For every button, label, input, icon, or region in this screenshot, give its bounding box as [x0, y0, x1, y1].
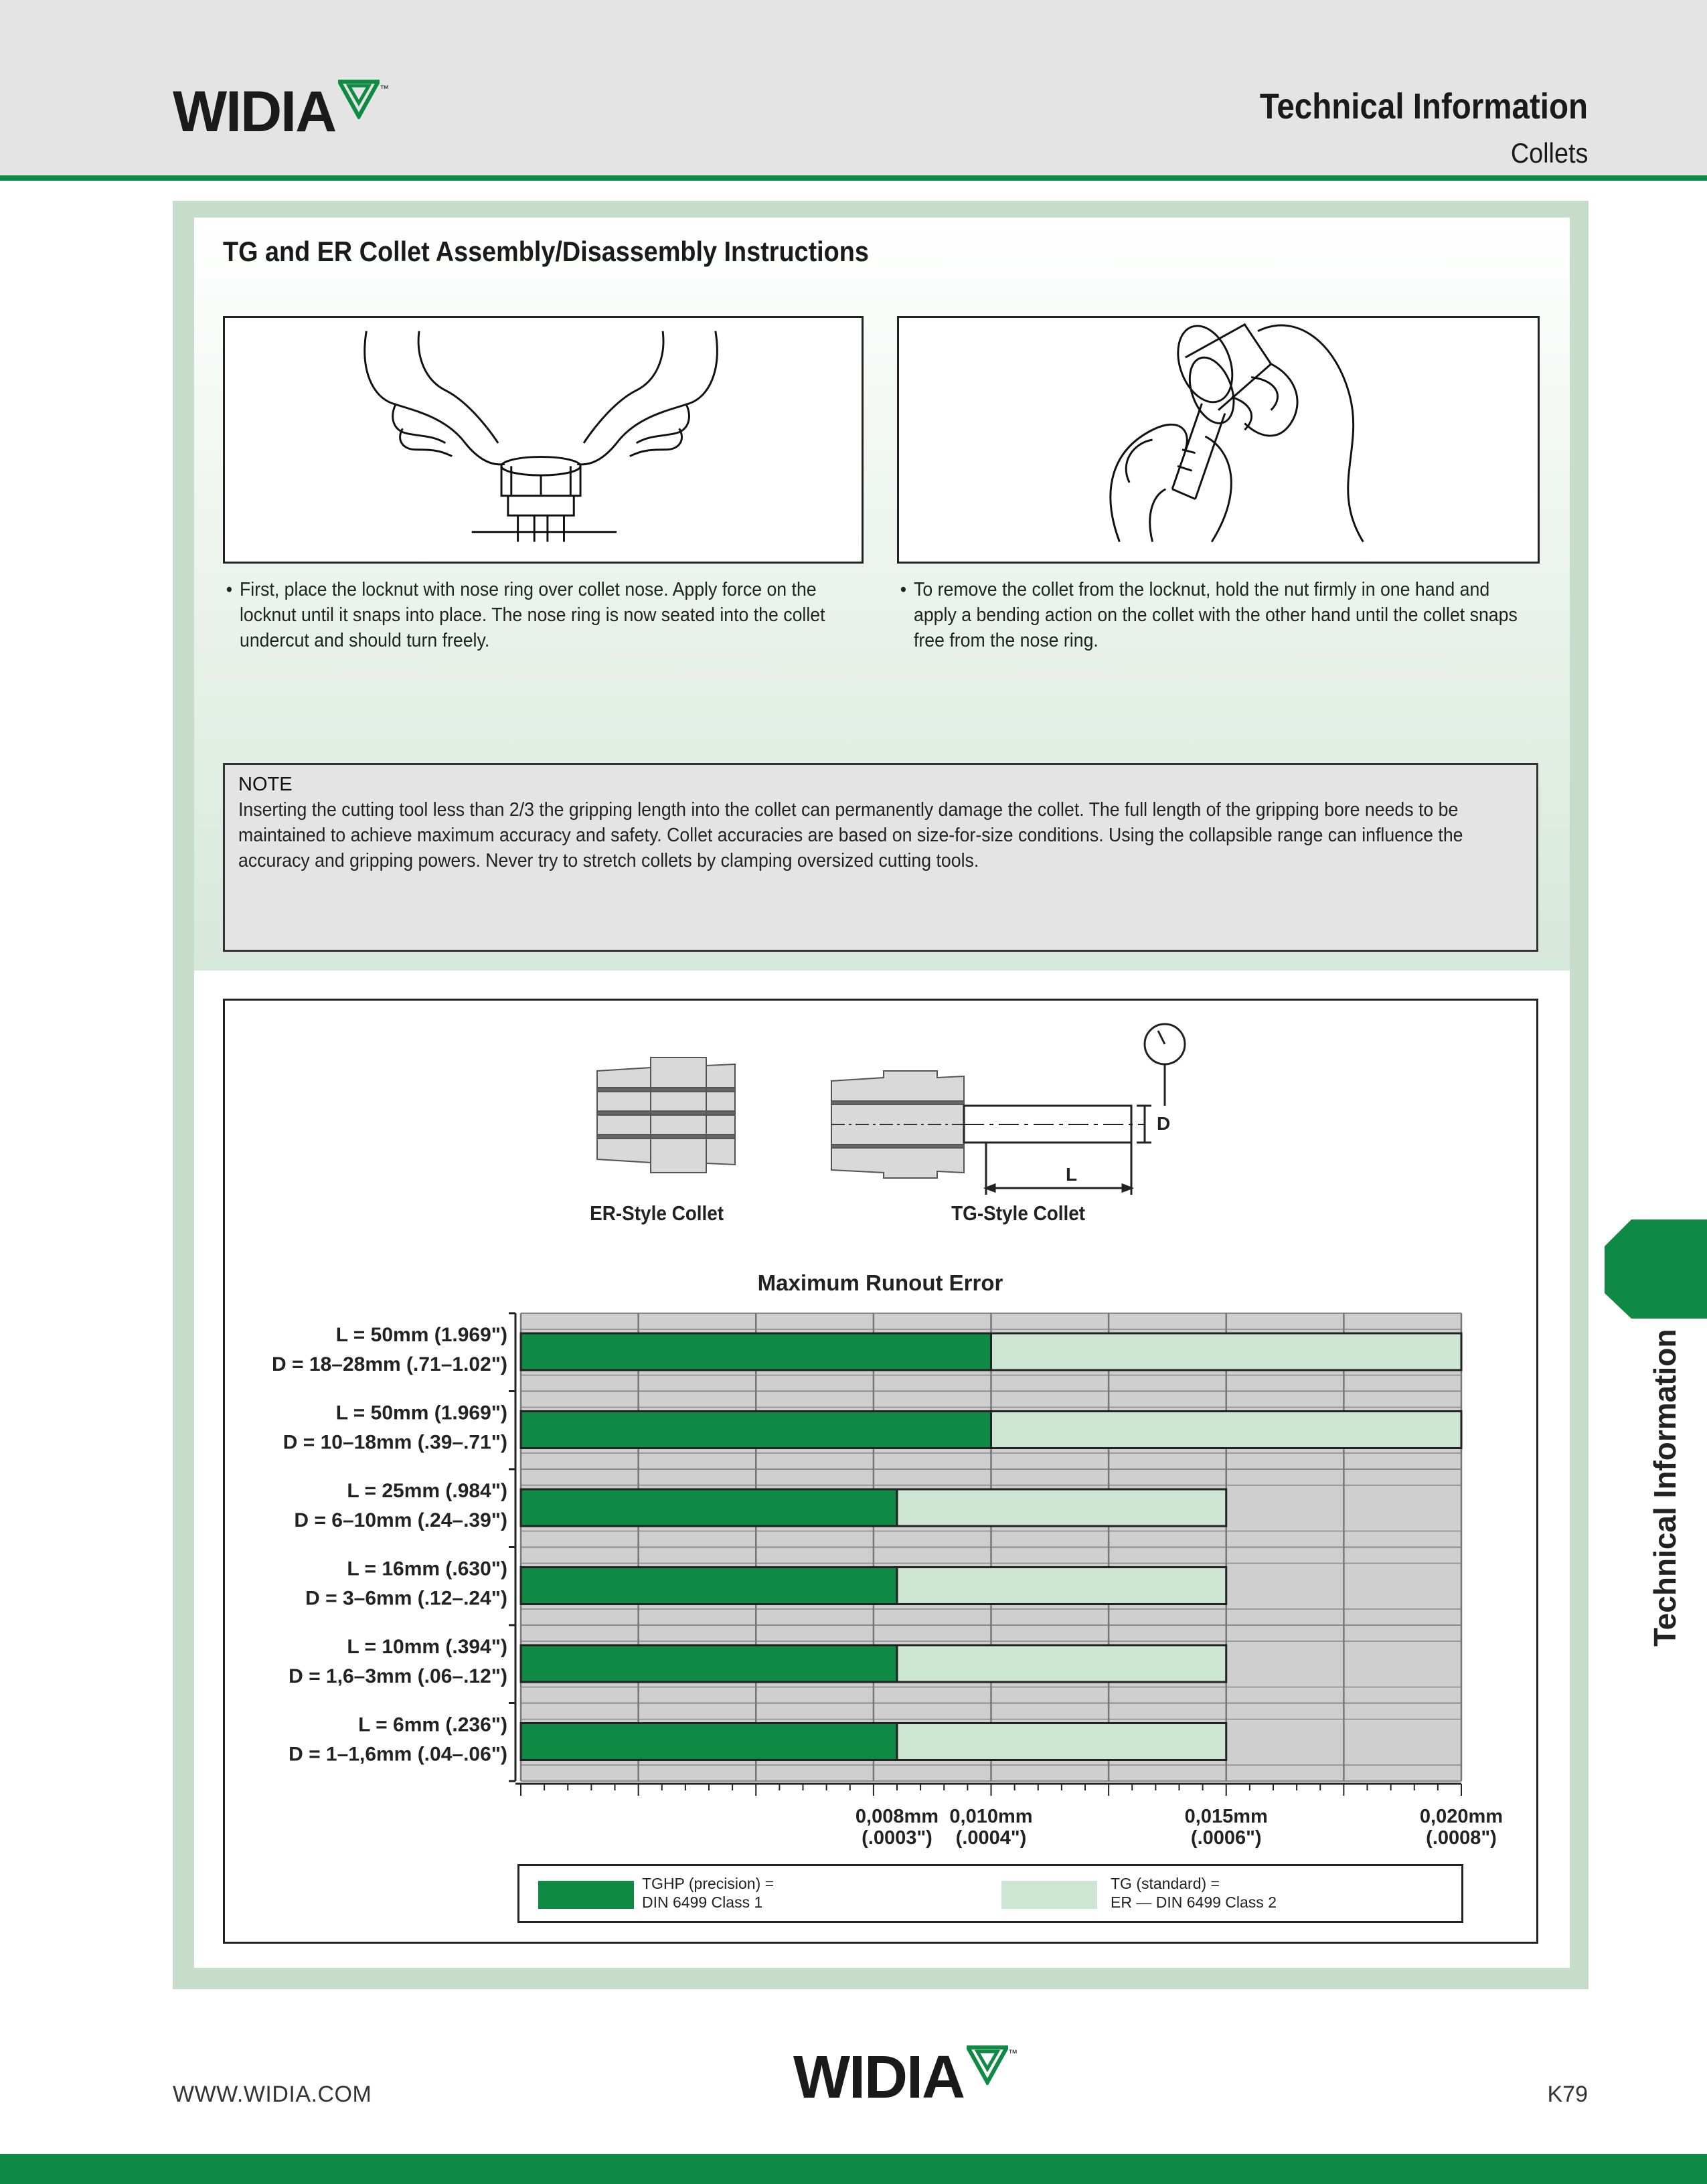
footer-logo-tm: ™	[1007, 2047, 1018, 2058]
category-label: L = 6mm (.236")	[358, 1713, 507, 1736]
side-tab-marker[interactable]	[1605, 1220, 1707, 1319]
category-label: D = 18–28mm (.71–1.02")	[272, 1353, 507, 1375]
x-tick-label: (.0006")	[1190, 1827, 1262, 1849]
bullet-dot: •	[226, 579, 233, 600]
dimension-d-label: D	[1157, 1113, 1171, 1134]
bar-standard	[897, 1489, 1226, 1526]
bar-precision	[521, 1489, 897, 1526]
bullet-dot: •	[900, 579, 907, 600]
chart-legend	[517, 1864, 1463, 1923]
category-label: L = 50mm (1.969")	[335, 1324, 507, 1346]
footer-bar	[0, 2154, 1707, 2184]
note-title: NOTE	[238, 774, 293, 795]
assembly-instruction	[226, 577, 856, 653]
note-text: Inserting the cutting tool less than 2/3 the gripping length into the collet can permanently damage the collet. The full length of the gripping bore needs to be maintained to achieve maximum accuracy and safety. Collet accuracies are based on size-for-size conditions. Using the collapsible range can influence the accuracy and gripping powers. Never try to stretch collets by clamping oversized cutting tools.	[238, 799, 1463, 871]
bar-precision	[521, 1412, 991, 1448]
runout-bar-chart	[254, 1305, 1526, 1867]
logo-wordmark: WIDIA	[173, 80, 336, 144]
header-rule	[0, 175, 1707, 181]
footer-logo-wordmark: WIDIA	[793, 2044, 964, 2111]
category-label: L = 50mm (1.969")	[335, 1402, 507, 1424]
er-collet-label: ER-Style Collet	[590, 1201, 724, 1225]
assembly-illustration	[223, 316, 864, 564]
category-label: D = 10–18mm (.39–.71")	[282, 1431, 507, 1454]
logo-tm: ™	[380, 83, 390, 94]
x-tick-label: 0,008mm	[855, 1806, 939, 1827]
tg-collet-icon	[831, 1071, 964, 1178]
category-label: D = 1–1,6mm (.04–.06")	[289, 1743, 507, 1766]
header-logo[interactable]	[173, 79, 390, 144]
legend-label-standard-line1: TG (standard) =	[1111, 1875, 1220, 1892]
page-number: K79	[1547, 2082, 1588, 2107]
bar-precision	[521, 1724, 897, 1760]
logo-triangle-icon	[338, 79, 380, 119]
assembly-instruction-text: First, place the locknut with nose ring over collet nose. Apply force on the locknut until it snaps into place. The nose ring is now seated into the collet undercut and should turn freely.	[240, 579, 825, 651]
footer-url[interactable]: WWW.WIDIA.COM	[173, 2082, 372, 2107]
bar-standard	[897, 1568, 1226, 1604]
category-label: D = 3–6mm (.12–.24")	[305, 1587, 507, 1610]
header-subtitle: Collets	[1510, 137, 1588, 169]
dimension-l-label: L	[1066, 1164, 1078, 1185]
bar-standard	[897, 1724, 1226, 1760]
disassembly-instruction-text: To remove the collet from the locknut, hold the nut firmly in one hand and apply a bending action on the collet with the other hand until the collet snaps free from the nose ring.	[914, 579, 1518, 651]
legend-label-standard	[1111, 1874, 1277, 1912]
legend-label-precision	[642, 1874, 774, 1912]
tg-collet-label: TG-Style Collet	[951, 1201, 1086, 1225]
footer-logo	[793, 2044, 1018, 2111]
category-label: L = 10mm (.394")	[347, 1636, 507, 1658]
bar-standard	[991, 1333, 1462, 1370]
disassembly-illustration	[897, 316, 1540, 564]
header-title: Technical Information	[1259, 86, 1588, 127]
footer-logo-triangle-icon	[967, 2045, 1008, 2085]
x-tick-label: (.0004")	[955, 1827, 1027, 1849]
bar-standard	[991, 1412, 1462, 1448]
chart-title: Maximum Runout Error	[757, 1270, 1003, 1295]
legend-swatch-precision	[538, 1881, 634, 1909]
x-tick-label: 0,015mm	[1184, 1806, 1268, 1827]
hands-removing-collet-icon	[899, 318, 1538, 562]
section-title: TG and ER Collet Assembly/Disassembly Instructions	[223, 236, 869, 267]
category-label: L = 25mm (.984")	[347, 1480, 507, 1502]
bar-precision	[521, 1568, 897, 1604]
side-tab-label: Technical Information	[1647, 1329, 1682, 1647]
category-label: L = 16mm (.630")	[347, 1558, 507, 1580]
legend-label-precision-line2: DIN 6499 Class 1	[642, 1894, 763, 1911]
legend-label-standard-line2: ER — DIN 6499 Class 2	[1111, 1894, 1277, 1911]
x-tick-label: (.0008")	[1426, 1827, 1497, 1849]
note-box	[223, 763, 1538, 952]
hands-pressing-locknut-icon	[225, 318, 862, 562]
x-tick-label: 0,020mm	[1419, 1806, 1503, 1827]
category-label: D = 1,6–3mm (.06–.12")	[289, 1665, 507, 1687]
disassembly-instruction	[900, 577, 1536, 653]
er-collet-icon	[597, 1058, 735, 1173]
x-tick-label: (.0003")	[862, 1827, 932, 1849]
legend-label-precision-line1: TGHP (precision) =	[642, 1875, 775, 1892]
bar-precision	[521, 1645, 897, 1682]
category-label: D = 6–10mm (.24–.39")	[294, 1509, 507, 1531]
legend-swatch-standard	[1001, 1881, 1097, 1909]
bar-standard	[897, 1645, 1226, 1682]
bar-precision	[521, 1333, 991, 1370]
x-tick-label: 0,010mm	[949, 1806, 1033, 1827]
